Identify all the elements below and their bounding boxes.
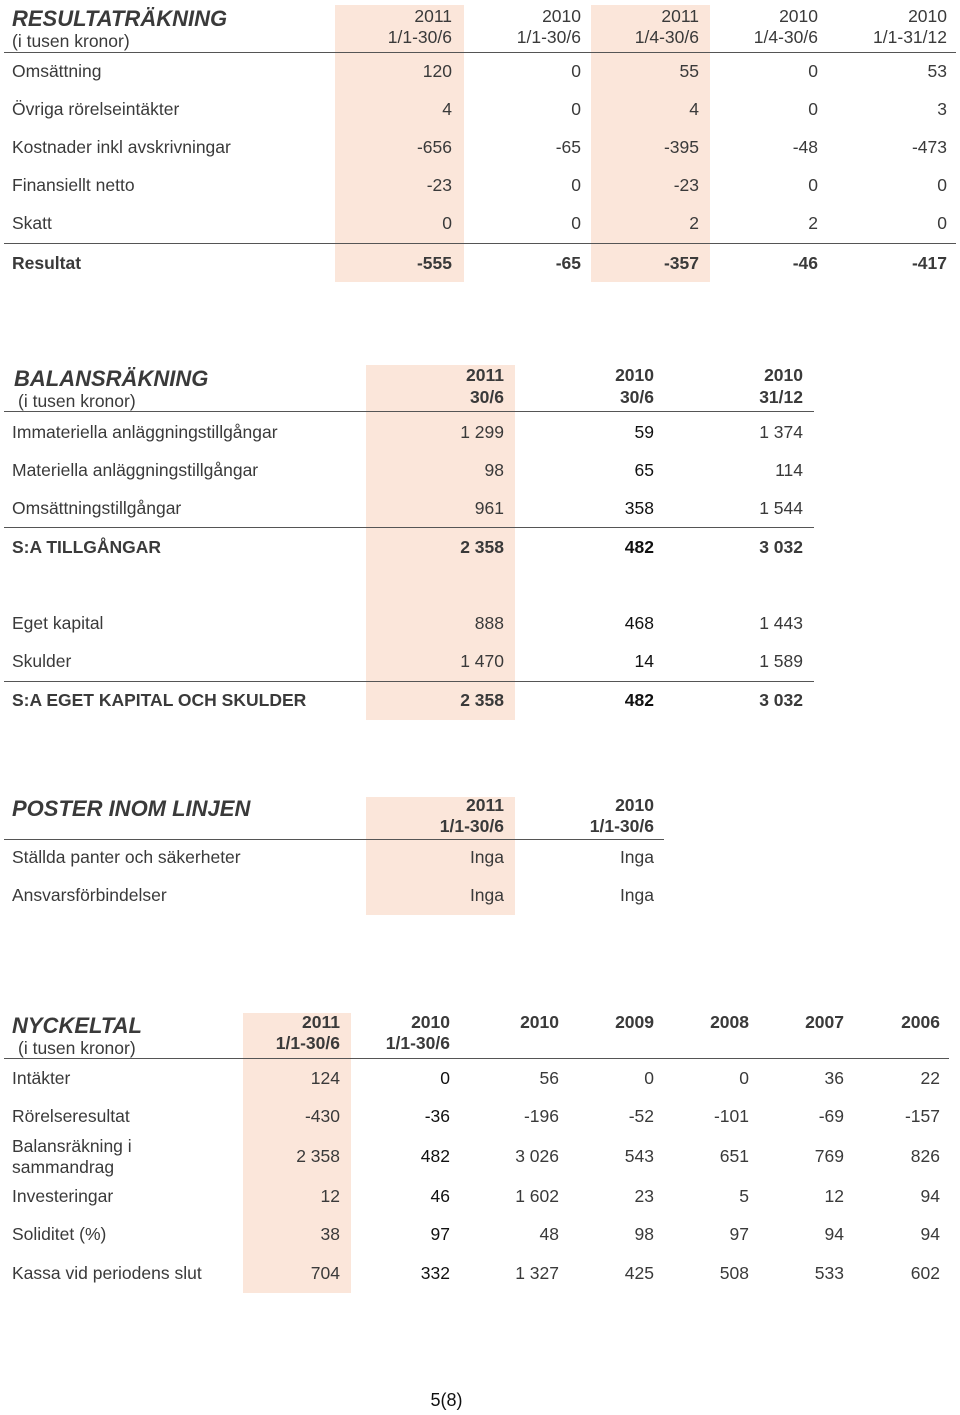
resultat-cell: -357 bbox=[663, 253, 699, 273]
resultat-row-label: Skatt bbox=[12, 213, 52, 233]
nyckeltal-cell: -196 bbox=[523, 1106, 559, 1126]
resultat-row-label: Övriga rörelseintäkter bbox=[12, 99, 180, 119]
nyckeltal-cell: 12 bbox=[824, 1186, 844, 1206]
nyckeltal-cell: 533 bbox=[814, 1263, 844, 1283]
balans-cell: 482 bbox=[624, 537, 654, 557]
resultat-col-2-year: 2010 bbox=[542, 6, 581, 26]
balans-cell: 59 bbox=[634, 422, 654, 442]
balans-row-label: Immateriella anläggningstillgångar bbox=[12, 422, 278, 442]
balans-cell: 482 bbox=[624, 690, 654, 710]
nyckeltal-cell: 826 bbox=[910, 1146, 940, 1166]
balans-cell: 14 bbox=[634, 651, 654, 671]
resultat-cell: -23 bbox=[426, 175, 452, 195]
nyckeltal-col-1-year: 2011 bbox=[302, 1012, 340, 1032]
resultat-cell: 120 bbox=[422, 61, 452, 81]
balans-cell: 1 443 bbox=[759, 613, 803, 633]
nyckeltal-cell: 1 327 bbox=[515, 1263, 559, 1283]
poster-row-label: Ansvarsförbindelser bbox=[12, 885, 167, 905]
nyckeltal-cell: 482 bbox=[420, 1146, 450, 1166]
resultat-row-label: Kostnader inkl avskrivningar bbox=[12, 137, 231, 157]
balans-title: BALANSRÄKNING bbox=[14, 366, 209, 391]
resultat-cell: -417 bbox=[911, 253, 947, 273]
nyckeltal-cell: -36 bbox=[424, 1106, 450, 1126]
nyckeltal-cell: 12 bbox=[320, 1186, 340, 1206]
resultat-col-4-year: 2010 bbox=[779, 6, 818, 26]
nyckeltal-cell: 508 bbox=[719, 1263, 749, 1283]
resultat-cell: -555 bbox=[416, 253, 452, 273]
balans-cell: 468 bbox=[624, 613, 654, 633]
nyckeltal-cell: 1 602 bbox=[515, 1186, 559, 1206]
nyckeltal-cell: -69 bbox=[818, 1106, 844, 1126]
nyckeltal-cell: 0 bbox=[440, 1068, 450, 1088]
balans-cell: 98 bbox=[484, 460, 504, 480]
poster-cell: Inga bbox=[619, 885, 654, 905]
balans-row-label: Materiella anläggningstillgångar bbox=[12, 460, 259, 480]
resultat-cell: 0 bbox=[808, 61, 818, 81]
nyckeltal-cell: 46 bbox=[430, 1186, 450, 1206]
nyckeltal-cell: 48 bbox=[539, 1224, 559, 1244]
resultat-col-2-period: 1/1-30/6 bbox=[516, 27, 581, 47]
balans-cell: 114 bbox=[775, 460, 803, 480]
nyckeltal-row-label-line-2: sammandrag bbox=[12, 1157, 115, 1177]
poster-row-label: Ställda panter och säkerheter bbox=[12, 847, 241, 867]
resultat-cell: 0 bbox=[808, 175, 818, 195]
nyckeltal-row-label: Soliditet (%) bbox=[12, 1224, 107, 1244]
nyckeltal-cell: -52 bbox=[628, 1106, 654, 1126]
resultat-cell: 0 bbox=[442, 213, 452, 233]
nyckeltal-row-label: Rörelseresultat bbox=[12, 1106, 130, 1126]
resultat-cell: -23 bbox=[673, 175, 699, 195]
poster-cell: Inga bbox=[469, 885, 504, 905]
balans-cell: 3 032 bbox=[759, 690, 803, 710]
nyckeltal-cell: 769 bbox=[814, 1146, 844, 1166]
nyckeltal-col-7-year: 2006 bbox=[901, 1012, 940, 1032]
resultat-cell: -46 bbox=[792, 253, 818, 273]
nyckeltal-cell: 0 bbox=[644, 1068, 654, 1088]
balans-col-1-period: 30/6 bbox=[469, 387, 504, 407]
resultat-cell: -65 bbox=[555, 253, 581, 273]
balans-total-rule bbox=[4, 681, 814, 682]
balans-subtitle: (i tusen kronor) bbox=[18, 391, 136, 411]
nyckeltal-cell: 23 bbox=[634, 1186, 654, 1206]
resultat-col-5-year: 2010 bbox=[908, 6, 947, 26]
nyckeltal-cell: 98 bbox=[634, 1224, 654, 1244]
poster-header-rule bbox=[4, 839, 664, 840]
resultat-col-1-year: 2011 bbox=[414, 6, 452, 26]
balans-row-label: S:A EGET KAPITAL OCH SKULDER bbox=[12, 690, 307, 710]
nyckeltal-cell: 22 bbox=[920, 1068, 940, 1088]
resultat-cell: 0 bbox=[808, 99, 818, 119]
resultat-col-1-period: 1/1-30/6 bbox=[387, 27, 452, 47]
nyckeltal-row-label: Intäkter bbox=[12, 1068, 71, 1088]
nyckeltal-cell: 651 bbox=[719, 1146, 749, 1166]
poster-cell: Inga bbox=[469, 847, 504, 867]
balans-col-1-year: 2011 bbox=[466, 365, 504, 385]
nyckeltal-cell: 94 bbox=[824, 1224, 844, 1244]
balans-cell: 2 358 bbox=[460, 690, 504, 710]
nyckeltal-cell: 97 bbox=[430, 1224, 450, 1244]
balans-cell: 358 bbox=[624, 498, 654, 518]
nyckeltal-cell: 543 bbox=[624, 1146, 654, 1166]
balans-cell: 1 589 bbox=[759, 651, 803, 671]
resultat-cell: -395 bbox=[663, 137, 699, 157]
balans-cell: 3 032 bbox=[759, 537, 803, 557]
poster-col-2-year: 2010 bbox=[615, 795, 654, 815]
nyckeltal-col-5-year: 2008 bbox=[710, 1012, 749, 1032]
resultat-cell: 4 bbox=[689, 99, 699, 119]
balans-cell: 1 374 bbox=[759, 422, 803, 442]
nyckeltal-cell: 332 bbox=[420, 1263, 450, 1283]
nyckeltal-cell: 36 bbox=[824, 1068, 844, 1088]
balans-cell: 2 358 bbox=[460, 537, 504, 557]
nyckeltal-cell: 94 bbox=[920, 1224, 940, 1244]
resultat-cell: 0 bbox=[571, 175, 581, 195]
nyckeltal-header-rule bbox=[4, 1058, 949, 1059]
nyckeltal-cell: 124 bbox=[310, 1068, 340, 1088]
nyckeltal-cell: 602 bbox=[910, 1263, 940, 1283]
resultat-cell: 55 bbox=[679, 61, 699, 81]
nyckeltal-cell: 704 bbox=[310, 1263, 340, 1283]
resultat-cell: 0 bbox=[571, 213, 581, 233]
resultat-cell: 3 bbox=[937, 99, 947, 119]
balans-row-label: S:A TILLGÅNGAR bbox=[12, 537, 162, 557]
nyckeltal-col-4-year: 2009 bbox=[615, 1012, 654, 1032]
resultat-subtitle: (i tusen kronor) bbox=[12, 31, 130, 51]
resultat-col-3-year: 2011 bbox=[661, 6, 699, 26]
nyckeltal-col-3-year: 2010 bbox=[520, 1012, 559, 1032]
page-number: 5(8) bbox=[430, 1390, 463, 1410]
resultat-cell: 0 bbox=[571, 99, 581, 119]
balans-cell: 1 544 bbox=[759, 498, 803, 518]
balans-cell: 1 299 bbox=[460, 422, 504, 442]
nyckeltal-cell: 97 bbox=[729, 1224, 749, 1244]
resultat-cell: 2 bbox=[808, 213, 818, 233]
balans-col-3-year: 2010 bbox=[764, 365, 803, 385]
resultat-header-rule bbox=[4, 52, 956, 53]
nyckeltal-title: NYCKELTAL bbox=[12, 1013, 142, 1038]
resultat-col-3-period: 1/4-30/6 bbox=[634, 27, 699, 47]
nyckeltal-cell: 3 026 bbox=[515, 1146, 559, 1166]
resultat-row-label: Omsättning bbox=[12, 61, 102, 81]
balans-cell: 65 bbox=[634, 460, 654, 480]
nyckeltal-row-label: Investeringar bbox=[12, 1186, 114, 1206]
nyckeltal-cell: 0 bbox=[739, 1068, 749, 1088]
nyckeltal-subtitle: (i tusen kronor) bbox=[18, 1038, 136, 1058]
resultat-total-rule bbox=[4, 243, 956, 244]
resultat-col-4-period: 1/4-30/6 bbox=[753, 27, 818, 47]
nyckeltal-cell: 38 bbox=[320, 1224, 340, 1244]
nyckeltal-col-2-period: 1/1-30/6 bbox=[385, 1033, 450, 1053]
resultat-row-label: Finansiellt netto bbox=[12, 175, 135, 195]
balans-col-3-period: 31/12 bbox=[759, 387, 803, 407]
resultat-cell: 4 bbox=[442, 99, 452, 119]
nyckeltal-col-2-year: 2010 bbox=[411, 1012, 450, 1032]
resultat-title: RESULTATRÄKNING bbox=[12, 6, 228, 31]
balans-cell: 1 470 bbox=[460, 651, 504, 671]
balans-row-label: Skulder bbox=[12, 651, 72, 671]
nyckeltal-row-label: Kassa vid periodens slut bbox=[12, 1263, 202, 1283]
resultat-cell: 0 bbox=[937, 175, 947, 195]
balans-header-rule bbox=[4, 411, 814, 412]
poster-col-2-period: 1/1-30/6 bbox=[589, 816, 654, 836]
nyckeltal-cell: -101 bbox=[713, 1106, 749, 1126]
poster-cell: Inga bbox=[619, 847, 654, 867]
nyckeltal-col-1-period: 1/1-30/6 bbox=[275, 1033, 340, 1053]
nyckeltal-cell: 56 bbox=[539, 1068, 559, 1088]
resultat-cell: -656 bbox=[416, 137, 452, 157]
balans-row-label: Eget kapital bbox=[12, 613, 104, 633]
resultat-cell: -473 bbox=[911, 137, 947, 157]
nyckeltal-cell: 5 bbox=[739, 1186, 749, 1206]
nyckeltal-col-6-year: 2007 bbox=[805, 1012, 844, 1032]
resultat-cell: -65 bbox=[555, 137, 581, 157]
balans-cell: 961 bbox=[474, 498, 504, 518]
resultat-cell: 2 bbox=[689, 213, 699, 233]
nyckeltal-cell: -430 bbox=[304, 1106, 340, 1126]
poster-col-1-year: 2011 bbox=[466, 795, 504, 815]
resultat-cell: 0 bbox=[571, 61, 581, 81]
resultat-row-label: Resultat bbox=[12, 253, 82, 273]
nyckeltal-cell: 425 bbox=[624, 1263, 654, 1283]
nyckeltal-cell: 2 358 bbox=[296, 1146, 340, 1166]
nyckeltal-cell: 94 bbox=[920, 1186, 940, 1206]
poster-col-1-period: 1/1-30/6 bbox=[439, 816, 504, 836]
balans-subtotal-rule bbox=[4, 527, 814, 528]
resultat-cell: 0 bbox=[937, 213, 947, 233]
balans-col-2-period: 30/6 bbox=[619, 387, 654, 407]
balans-row-label: Omsättningstillgångar bbox=[12, 498, 182, 518]
nyckeltal-cell: -157 bbox=[904, 1106, 940, 1126]
resultat-col-5-period: 1/1-31/12 bbox=[873, 27, 947, 47]
nyckeltal-row-label-line-1: Balansräkning i bbox=[12, 1136, 132, 1156]
balans-cell: 888 bbox=[474, 613, 504, 633]
resultat-cell: -48 bbox=[792, 137, 818, 157]
balans-col-2-year: 2010 bbox=[615, 365, 654, 385]
resultat-cell: 53 bbox=[927, 61, 947, 81]
poster-title: POSTER INOM LINJEN bbox=[12, 796, 251, 821]
